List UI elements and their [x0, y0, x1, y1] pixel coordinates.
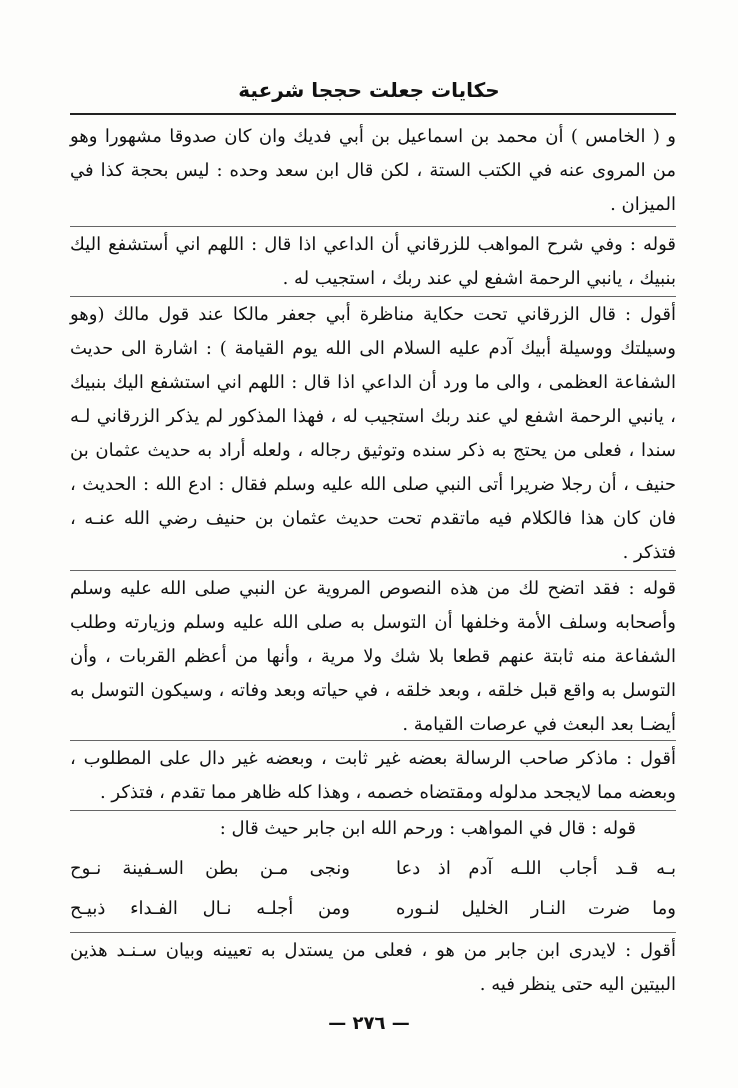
verse-row [70, 848, 676, 888]
paragraph-reply-ibn-jabir: أقول : لايدرى ابن جابر من هو ، فعلى من يستدل به تعيينه وبيان سـنـد هذين البيتين اليه حتى ينظر فيه . [70, 940, 676, 995]
verse-right-hemistich: بـه قـد أجاب اللـه آدم اذ دعا [396, 857, 676, 879]
separator [70, 740, 676, 741]
paragraph-reply-zurqani: أقول : قال الزرقاني تحت حكاية مناظرة أبي جعفر مالكا عند قول مالك (وهو وسيلتك ووسيلة أبيك آدم عليه السلام الى الله يوم القيامة ) : اشارة الى حديث الشفاعة العظمى ، والى ما ورد أن الداعي اذا قال : اللهم اني استشفع اليك بنبيك ، يانبي الرحمة اشفع لي عند ربك استجيب له ، فهذا المذكور لم يذكر الزرقاني لـه سندا ، فعلى من يحتج به ذكر سنده وتوثيق رجاله ، ولعله أراد به حديث عثمان بن حنيف ، أن رجلا ضريرا أتى النبي صلى الله عليه وسلم فقال : ادع الله : الحديث ، فان كان هذا فالكلام فيه ماتقدم تحت حديث عثمان بن حنيف رضي الله عنـه ، فتذكر . [70, 304, 676, 563]
paragraph-quote-zurqani: قوله : وفي شرح المواهب للزرقاني أن الداعي اذا قال : اللهم اني أستشفع اليك بنبيك ، يانبي الرحمة اشفع لي عند ربك ، استجيب له . [70, 234, 676, 289]
paragraph-quote-tawassul: قوله : فقد اتضح لك من هذه النصوص المروية عن النبي صلى الله عليه وسلم وأصحابه وسلف الأمة وخلفها أن التوسل به صلى الله عليه وسلم وزيارته وطلب الشفاعة منه ثابتة عنهم قطعا بلا شك ولا مرية ، وأنها من أعظم القربات ، وأن التوسل به واقع قبل خلقه ، وبعد خلقه ، في حياته وبعد وفاته ، وسيكون التوسل به أيضـا بعد البعث في عرصات القيامة . [70, 578, 676, 735]
separator [70, 810, 676, 811]
verse-row [70, 888, 676, 928]
verse-left-hemistich: ومن أجلـه نـال الفـداء ذبيـح [70, 897, 350, 919]
page-number: — ٢٧٦ — [328, 1013, 410, 1034]
verse-right-hemistich: وما ضرت النـار الخليل لنـوره [396, 897, 676, 919]
header-rule [70, 113, 676, 115]
separator [70, 226, 676, 227]
paragraph-quote-mawahib: قوله : قال في المواهب : ورحم الله ابن جابر حيث قال : [219, 818, 636, 839]
separator [70, 570, 676, 571]
poem-verses [70, 848, 676, 928]
verse-left-hemistich: ونجى مـن بطن السـفينة نـوح [70, 857, 350, 879]
paragraph-reply-tawassul: أقول : ماذكر صاحب الرسالة بعضه غير ثابت ، وبعضه غير دال على المطلوب ، وبعضه مما لايجحد مدلوله ومقتضاه خصمه ، وهذا كله ظاهر مما تقدم ، فتذكر . [70, 748, 676, 803]
separator [70, 932, 676, 933]
separator [70, 296, 676, 297]
paragraph-fifth-point: و ( الخامس ) أن محمد بن اسماعيل بن أبي فديك وان كان صدوقا مشهورا وهو من المروى عنه في الكتب الستة ، لكن قال ابن سعد وحده : ليس بحجة كذا في الميزان . [70, 126, 676, 215]
page-header-title: حكايات جعلت حججا شرعية [238, 78, 500, 102]
